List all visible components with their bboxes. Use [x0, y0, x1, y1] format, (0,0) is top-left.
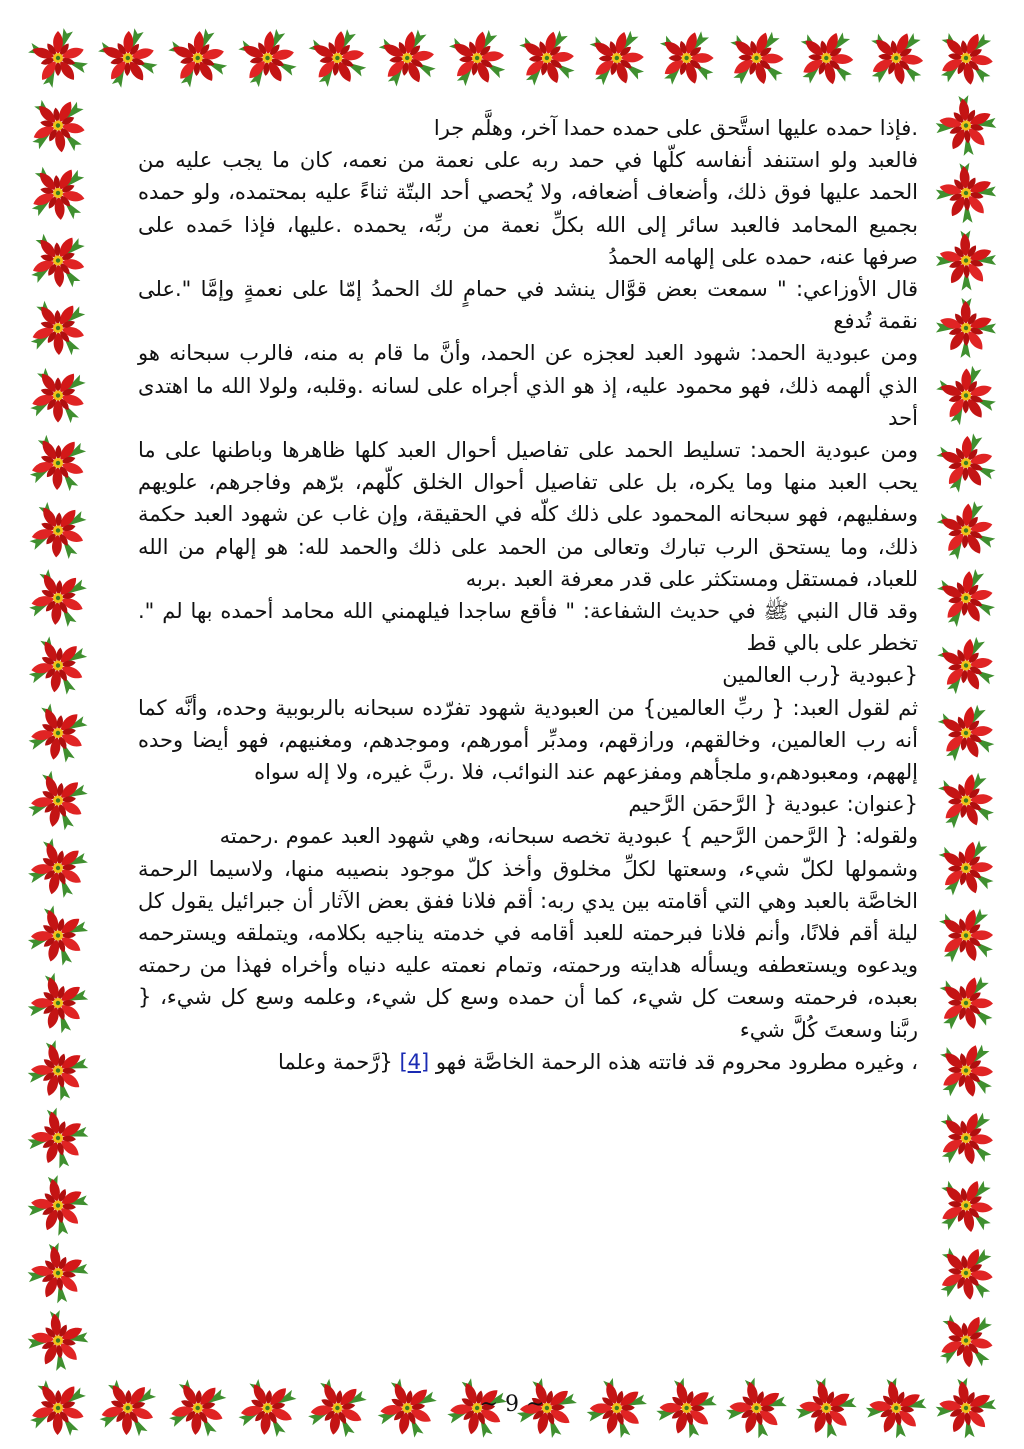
- poinsettia-icon: [4, 746, 113, 855]
- poinsettia-icon: [4, 679, 113, 788]
- poinsettia-icon: [915, 1154, 1017, 1256]
- body-text: [138, 112, 918, 1312]
- last-line-text: ، وغيره مطرود محروم قد فاتته هذه الرحمة الخاصَّة فهو: [435, 1049, 918, 1074]
- poinsettia-icon: [916, 1088, 1017, 1189]
- paragraph: وقد قال النبي ﷺ في حديث الشفاعة: " فأقع ساجدا فيلهمني الله محامد أحمده بها لم ". تخطر على بالي قط: [138, 599, 918, 656]
- poinsettia-icon: [6, 73, 110, 177]
- poinsettia-icon: [926, 423, 1007, 504]
- poinsettia-icon: [921, 688, 1011, 778]
- poinsettia-icon: [88, 18, 168, 98]
- poinsettia-icon: [922, 622, 1010, 710]
- poinsettia-icon: [914, 1288, 1019, 1393]
- last-line-text-end: {رَّحمة وعلما: [278, 1049, 393, 1074]
- poinsettia-icon: [845, 7, 947, 109]
- poinsettia-icon: [4, 544, 113, 653]
- poinsettia-icon: [500, 11, 593, 104]
- poinsettia-icon: [5, 1153, 110, 1258]
- poinsettia-icon: [5, 1017, 112, 1124]
- poinsettia-icon: [225, 16, 310, 101]
- poinsettia-icon: [927, 356, 1005, 434]
- poinsettia-icon: [4, 949, 111, 1056]
- poinsettia-icon: [638, 10, 735, 107]
- poinsettia-icon: [917, 279, 1015, 377]
- poinsettia-icon: [6, 1221, 110, 1325]
- poinsettia-icon: [157, 17, 239, 99]
- poinsettia-icon: [5, 275, 112, 382]
- section-heading: {عنوان: عبودية { الرَّحمَن الرَّحيم: [628, 792, 918, 817]
- page-number: ~ 9 ~: [479, 1392, 545, 1417]
- poinsettia-icon: [5, 208, 111, 314]
- poinsettia-icon: [431, 12, 522, 103]
- poinsettia-icon: [4, 814, 112, 922]
- paragraph: وشمولها لكلّ شيء، وسعتها لكلِّ مخلوق وأخذ كلّ موجود بنصيبه منها، ولاسيما الرحمة الخاصَّة بالعبد وهي التي أقامته بين يدي ربه: أقم فلانا ففق بعض الآثار أن جبرائيل يقول كل ليلة أقم فلانًا، وأنم فلانا فبرحمته للعبد أقامه في خدمته يناجيه بكلامه، ويتملقه ويسترحمه ويدعوه ويستعطفه ويسأله هدايته ورحمته، وتمام نعمته عليه دنياه وأخراه فهذا من رحمته بعبده، فرحمته وسعت كل شيء، كما أن حمده وسع كل شيء، وعلمه وسع كل شيء، { ربَّنا وسعتَ كُلَّ شيء: [138, 856, 918, 1042]
- paragraph: ثم لقول العبد: { ربِّ العالمين} من العبودية شهود تفرّده سبحانه بالربوبية وحده، وأنَّه كما أنه رب العالمين، وخالقهم، ورازقهم، ومدبِّر أمورهم، وموجدهم، ومغنيهم، فهو أيضا وحده إلههم، ومعبودهم،و ملجأهم ومفزعهم عند النوائب، فلا .ربَّ غيره، ولا إله سواه: [138, 695, 918, 785]
- footnote-link[interactable]: [4]: [399, 1049, 430, 1074]
- poinsettia-icon: [5, 140, 110, 245]
- poinsettia-icon: [923, 555, 1009, 641]
- paragraph: فالعبد ولو استنفد أنفاسه كلّها في حمد ربه على نعمة من نعمه، كان ما يجب عليه من الحمد عليها فوق ذلك، وأضعاف أضعافه، ولا يُحصي أحد البتّة ثناءً عليه بمحتمده، ولو حمده بجميع المحامد فالعبد سائر إلى الله بكلِّ نعمة من ربِّه، يحمده .عليها، فإذا حَمده على صرفها عنه، حمده على إلهامه الحمدُ: [138, 148, 918, 269]
- poinsettia-icon: [917, 954, 1015, 1052]
- poinsettia-icon: [4, 611, 113, 720]
- poinsettia-icon: [569, 10, 664, 105]
- poinsettia-icon: [4, 882, 112, 990]
- poinsettia-icon: [915, 74, 1017, 176]
- poinsettia-icon: [4, 409, 112, 517]
- paragraph: ومن عبودية الحمد: تسليط الحمد على تفاصيل أحوال العبد كلها ظاهرها وباطنها على ما يحب العبد منها وما يكره، بل على تفاصيل أحوال الخلق كلّهم، برّهم وفاجرهم، علويهم وسفليهم، فهو سبحانه المحمود على ذلك كلّه في الحقيقة، وإن غاب عن شهود العبد حكمة ذلك، وما يستحق الرب تبارك وتعالى من الحمد على ذلك والحمد لله: هو إلهام من الله للعباد، فمستقل ومستكثر على قدر معرفة العبد .بربه: [138, 438, 918, 591]
- poinsettia-icon: [4, 342, 111, 449]
- poinsettia-icon: [914, 1221, 1017, 1324]
- poinsettia-icon: [919, 821, 1013, 915]
- poinsettia-icon: [776, 8, 876, 108]
- poinsettia-icon: [916, 1021, 1015, 1120]
- paragraph: قال الأوزاعي: " سمعت بعض قوَّال ينشد في حمامٍ لك الحمدُ إمّا على نعمةٍ وإمَّا ".على نقمة تُدفع: [138, 277, 918, 334]
- poinsettia-icon: [707, 9, 806, 108]
- paragraph: ومن عبودية الحمد: شهود العبد لعجزه عن الحمد، وأنَّ ما قام به منه، فالرب سبحانه هو الذي ألهمه ذلك، فهو محمود عليه، إذ هو الذي أجراه على لسانه .وقلبه، ولولا الله ما اهتدى أحد: [138, 341, 918, 430]
- poinsettia-icon: [916, 211, 1015, 310]
- poinsettia-icon: [4, 476, 112, 584]
- poinsettia-icon: [294, 15, 381, 102]
- last-line: [138, 1046, 918, 1078]
- section-heading: {عبودية {رب العالمين: [722, 663, 918, 688]
- poinsettia-icon: [7, 1289, 110, 1392]
- poinsettia-icon: [924, 489, 1007, 572]
- poinsettia-icon: [5, 1085, 111, 1191]
- poinsettia-icon: [363, 13, 452, 102]
- poinsettia-icon: [915, 7, 1018, 110]
- poinsettia-icon: [918, 887, 1014, 983]
- poinsettia-icon: [920, 754, 1012, 846]
- paragraph: .فإذا حمده عليها استَّحق على حمده حمدا آخر، وهلَّم جرا: [433, 116, 918, 140]
- poinsettia-icon: [20, 20, 97, 97]
- paragraph: ولقوله: { الرَّحمن الرَّحيم } عبودية تخصه سبحانه، وهي شهود العبد عموم .رحمته: [219, 824, 918, 849]
- poinsettia-icon: [916, 143, 1017, 244]
